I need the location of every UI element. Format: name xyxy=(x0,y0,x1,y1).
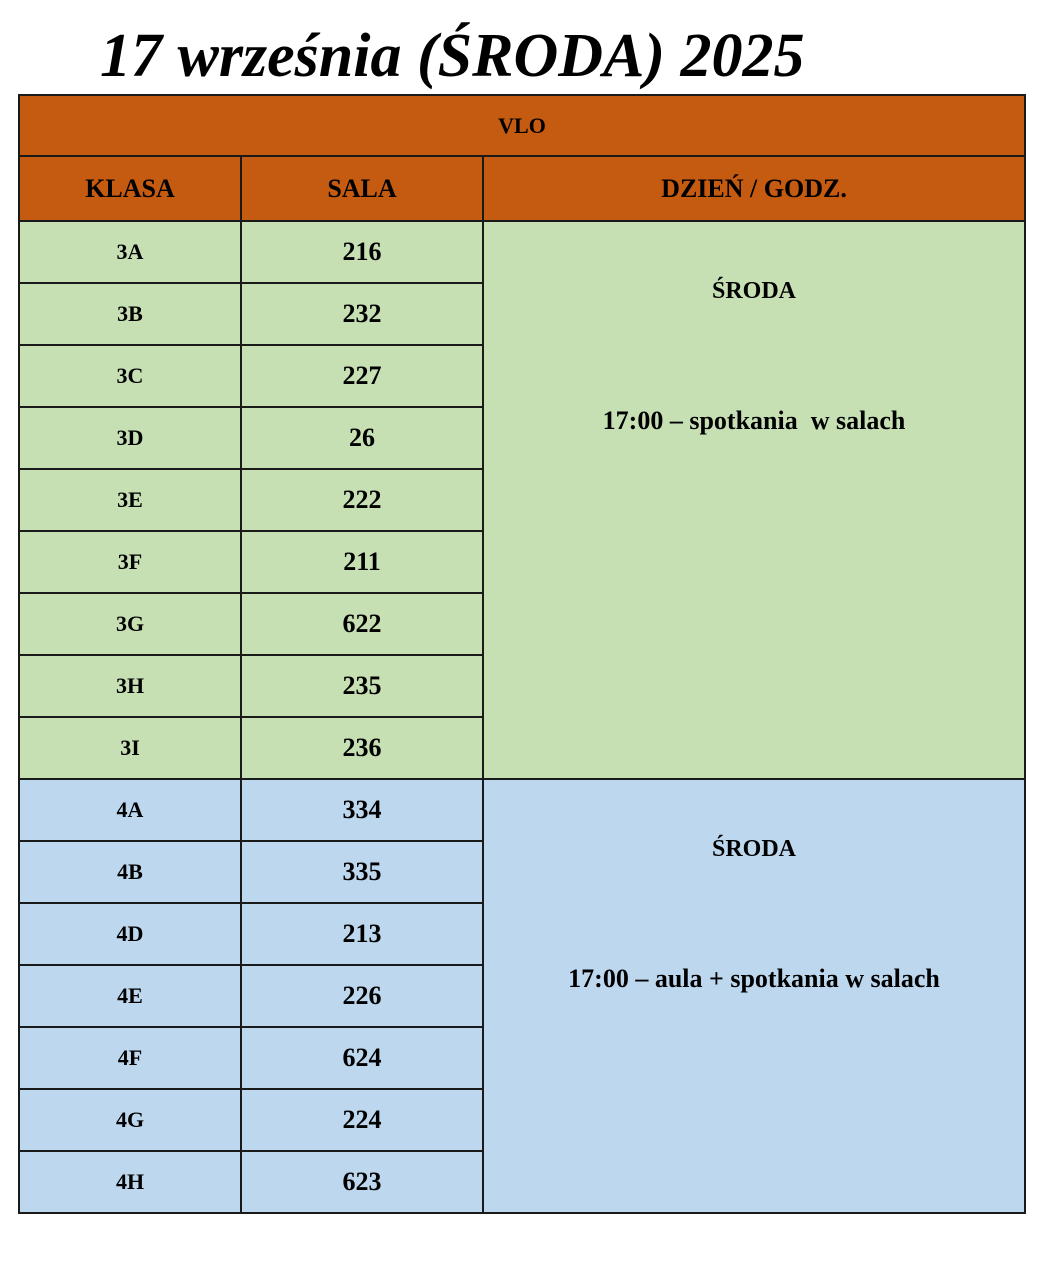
klasa-cell: 3A xyxy=(19,221,241,283)
section-header: VLO xyxy=(19,95,1025,156)
sala-cell: 334 xyxy=(241,779,483,841)
sala-cell: 226 xyxy=(241,965,483,1027)
sala-cell: 224 xyxy=(241,1089,483,1151)
klasa-cell: 4G xyxy=(19,1089,241,1151)
sala-cell: 227 xyxy=(241,345,483,407)
sala-cell: 216 xyxy=(241,221,483,283)
klasa-cell: 3D xyxy=(19,407,241,469)
column-header-dzien: DZIEŃ / GODZ. xyxy=(483,156,1025,221)
page-title: 17 września (ŚRODA) 2025 xyxy=(100,22,805,90)
klasa-cell: 4H xyxy=(19,1151,241,1213)
sala-cell: 624 xyxy=(241,1027,483,1089)
sala-cell: 26 xyxy=(241,407,483,469)
sala-cell: 335 xyxy=(241,841,483,903)
info-day: ŚRODA xyxy=(711,278,796,304)
klasa-cell: 4D xyxy=(19,903,241,965)
klasa-cell: 3C xyxy=(19,345,241,407)
sala-cell: 622 xyxy=(241,593,483,655)
info-time: 17:00 – spotkania w salach xyxy=(602,406,906,435)
info-time: 17:00 – aula + spotkania w salach xyxy=(568,964,940,993)
klasa-cell: 3E xyxy=(19,469,241,531)
info-day: ŚRODA xyxy=(711,836,796,862)
sala-cell: 213 xyxy=(241,903,483,965)
column-header-sala: SALA xyxy=(241,156,483,221)
klasa-cell: 3I xyxy=(19,717,241,779)
sala-cell: 236 xyxy=(241,717,483,779)
klasa-cell: 3B xyxy=(19,283,241,345)
table-row xyxy=(19,779,1025,841)
sala-cell: 222 xyxy=(241,469,483,531)
schedule-info-group-4 xyxy=(483,779,1025,1213)
klasa-cell: 4E xyxy=(19,965,241,1027)
klasa-cell: 3H xyxy=(19,655,241,717)
column-header-klasa: KLASA xyxy=(19,156,241,221)
schedule-table xyxy=(18,94,1026,1214)
table-row xyxy=(19,221,1025,283)
klasa-cell: 4A xyxy=(19,779,241,841)
schedule-info-group-3 xyxy=(483,221,1025,779)
klasa-cell: 3F xyxy=(19,531,241,593)
sala-cell: 235 xyxy=(241,655,483,717)
klasa-cell: 4B xyxy=(19,841,241,903)
klasa-cell: 3G xyxy=(19,593,241,655)
sala-cell: 623 xyxy=(241,1151,483,1213)
sala-cell: 232 xyxy=(241,283,483,345)
sala-cell: 211 xyxy=(241,531,483,593)
klasa-cell: 4F xyxy=(19,1027,241,1089)
